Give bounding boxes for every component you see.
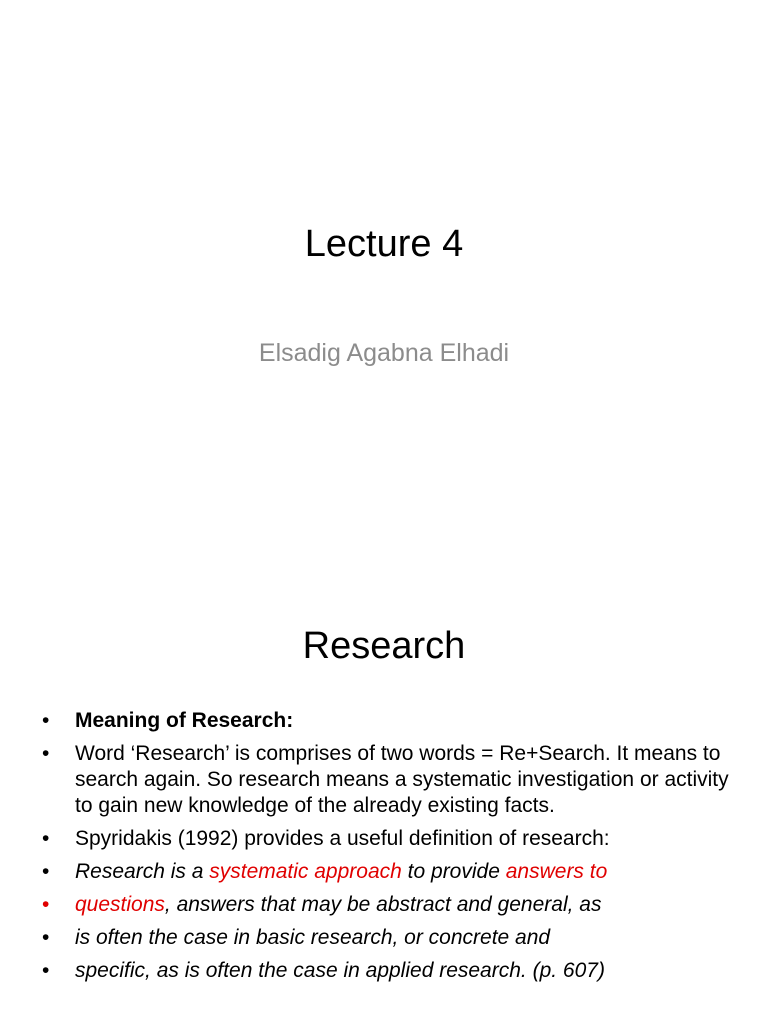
bullet-item-quote-2 bbox=[42, 892, 742, 918]
quote-text: , answers that may be abstract and general, as bbox=[164, 893, 602, 916]
bullet-item-quote-4 bbox=[42, 958, 742, 984]
quote-emphasis: systematic approach bbox=[209, 860, 402, 883]
bullet-icon: • bbox=[42, 827, 50, 850]
research-title: Research bbox=[302, 625, 466, 667]
author-subtitle: Elsadig Agabna Elhadi bbox=[258, 339, 510, 367]
bullet-icon: • bbox=[42, 893, 50, 916]
bullet-item-quote-3 bbox=[42, 925, 742, 951]
quote-emphasis: questions bbox=[75, 893, 165, 916]
bullet-item-spyridakis bbox=[42, 826, 742, 852]
bullet-item-word bbox=[42, 741, 742, 819]
bullet-text: Word ‘Research’ is comprises of two words = Re+Search. It means to search again. So research means a systematic investigation or activity to gain new knowledge of the already existing facts. bbox=[75, 742, 729, 817]
bullet-icon: • bbox=[42, 959, 50, 982]
lecture-title: Lecture 4 bbox=[304, 223, 464, 265]
bullet-item-meaning bbox=[42, 708, 742, 734]
quote-text: specific, as is often the case in applied research. (p. 607) bbox=[75, 959, 605, 982]
slide-research bbox=[0, 548, 768, 1024]
bullet-text: Spyridakis (1992) provides a useful definition of research: bbox=[75, 827, 610, 850]
bullet-item-quote-1 bbox=[42, 859, 742, 885]
quote-text: is often the case in basic research, or concrete and bbox=[75, 926, 551, 949]
bullet-icon: • bbox=[42, 860, 50, 883]
quote-text: to provide bbox=[401, 860, 506, 883]
bullet-icon: • bbox=[42, 742, 50, 765]
bullet-list bbox=[42, 708, 742, 991]
quote-emphasis: answers to bbox=[505, 860, 608, 883]
bullet-icon: • bbox=[42, 926, 50, 949]
bullet-icon: • bbox=[42, 709, 50, 732]
bullet-text: Meaning of Research: bbox=[75, 709, 294, 732]
quote-text: Research is a bbox=[75, 860, 210, 883]
